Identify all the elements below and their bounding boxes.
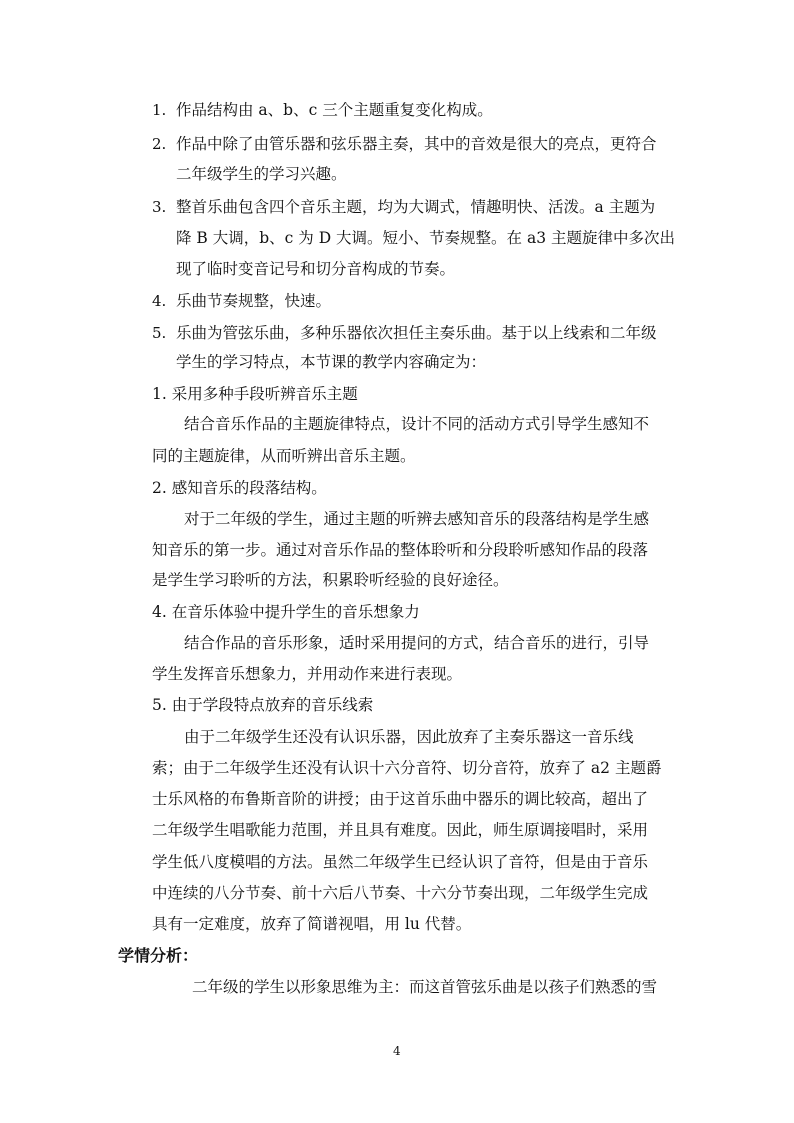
list2-item1-line2: 同的主题旋律，从而听辨出音乐主题。 xyxy=(152,447,416,465)
list2-item3-line2: 学生发挥音乐想象力，并用动作来进行表现。 xyxy=(152,665,463,683)
list2-item4-line2: 索；由于二年级学生还没有认识十六分音符、切分音符，放弃了 a2 主题爵 xyxy=(152,759,662,777)
section-paragraph-line1: 二年级的学生以形象思维为主：而这首管弦乐曲是以孩子们熟悉的雪 xyxy=(192,978,658,996)
list2-item4-line6: 中连续的八分节奏、前十六后八节奏、十六分节奏出现，二年级学生完成 xyxy=(152,884,649,902)
section-heading: 学情分析： xyxy=(118,946,199,965)
list1-item1-number: 1. xyxy=(152,101,167,119)
list1-item2-line2: 二年级学生的学习兴趣。 xyxy=(176,165,347,183)
list2-item4-line1: 由于二年级学生还没有认识乐器，因此放弃了主奏乐器这一音乐线 xyxy=(184,728,634,746)
list2-item1-line1: 结合音乐作品的主题旋律特点，设计不同的活动方式引导学生感知不 xyxy=(184,415,650,433)
list1-item2-line1: 作品中除了由管乐器和弦乐器主奏，其中的音效是很大的亮点，更符合 xyxy=(176,135,657,153)
list1-item2-number: 2. xyxy=(152,135,167,153)
list2-item4-line7: 具有一定难度，放弃了简谱视唱，用 lu 代替。 xyxy=(152,915,472,933)
list2-item4-line4: 二年级学生唱歌能力范围，并且具有难度。因此，师生原调接唱时，采用 xyxy=(152,821,649,839)
list1-item5-line2: 学生的学习特点，本节课的教学内容确定为： xyxy=(176,353,487,371)
list1-item5-line1: 乐曲为管弦乐曲，多种乐器依次担任主奏乐曲。基于以上线索和二年级 xyxy=(176,324,657,342)
list1-item3-line2: 降 B 大调，b、c 为 D 大调。短小、节奏规整。在 a3 主题旋律中多次出 xyxy=(176,229,676,247)
list1-item1-text: 作品结构由 a、b、c 三个主题重复变化构成。 xyxy=(176,101,493,119)
list1-item4-text: 乐曲节奏规整，快速。 xyxy=(176,292,332,310)
list2-item2-line3: 是学生学习聆听的方法，积累聆听经验的良好途径。 xyxy=(152,571,509,589)
list2-item4-title: 5. 由于学段特点放弃的音乐线索 xyxy=(152,696,374,714)
page-number: 4 xyxy=(393,1044,401,1058)
list2-item2-line2: 知音乐的第一步。通过对音乐作品的整体聆听和分段聆听感知作品的段落 xyxy=(152,541,649,559)
list2-item2-line1: 对于二年级的学生，通过主题的听辨去感知音乐的段落结构是学生感 xyxy=(184,510,650,528)
list1-item3-line1: 整首乐曲包含四个音乐主题，均为大调式，情趣明快、活泼。a 主题为 xyxy=(176,198,656,216)
list2-item3-title: 4. 在音乐体验中提升学生的音乐想象力 xyxy=(152,603,420,621)
list1-item4-number: 4. xyxy=(152,292,167,310)
list2-item2-title: 2. 感知音乐的段落结构。 xyxy=(152,479,327,497)
list2-item1-title: 1. 采用多种手段听辨音乐主题 xyxy=(152,385,358,403)
list1-item3-line3: 现了临时变音记号和切分音构成的节奏。 xyxy=(176,260,456,278)
list2-item4-line5: 学生低八度模唱的方法。虽然二年级学生已经认识了音符，但是由于音乐 xyxy=(152,853,649,871)
list1-item3-number: 3. xyxy=(152,198,167,216)
list2-item4-line3: 士乐风格的布鲁斯音阶的讲授；由于这首乐曲中器乐的调比较高，超出了 xyxy=(152,790,649,808)
list2-item3-line1: 结合作品的音乐形象，适时采用提问的方式，结合音乐的进行，引导 xyxy=(184,634,650,652)
list1-item5-number: 5. xyxy=(152,324,167,342)
